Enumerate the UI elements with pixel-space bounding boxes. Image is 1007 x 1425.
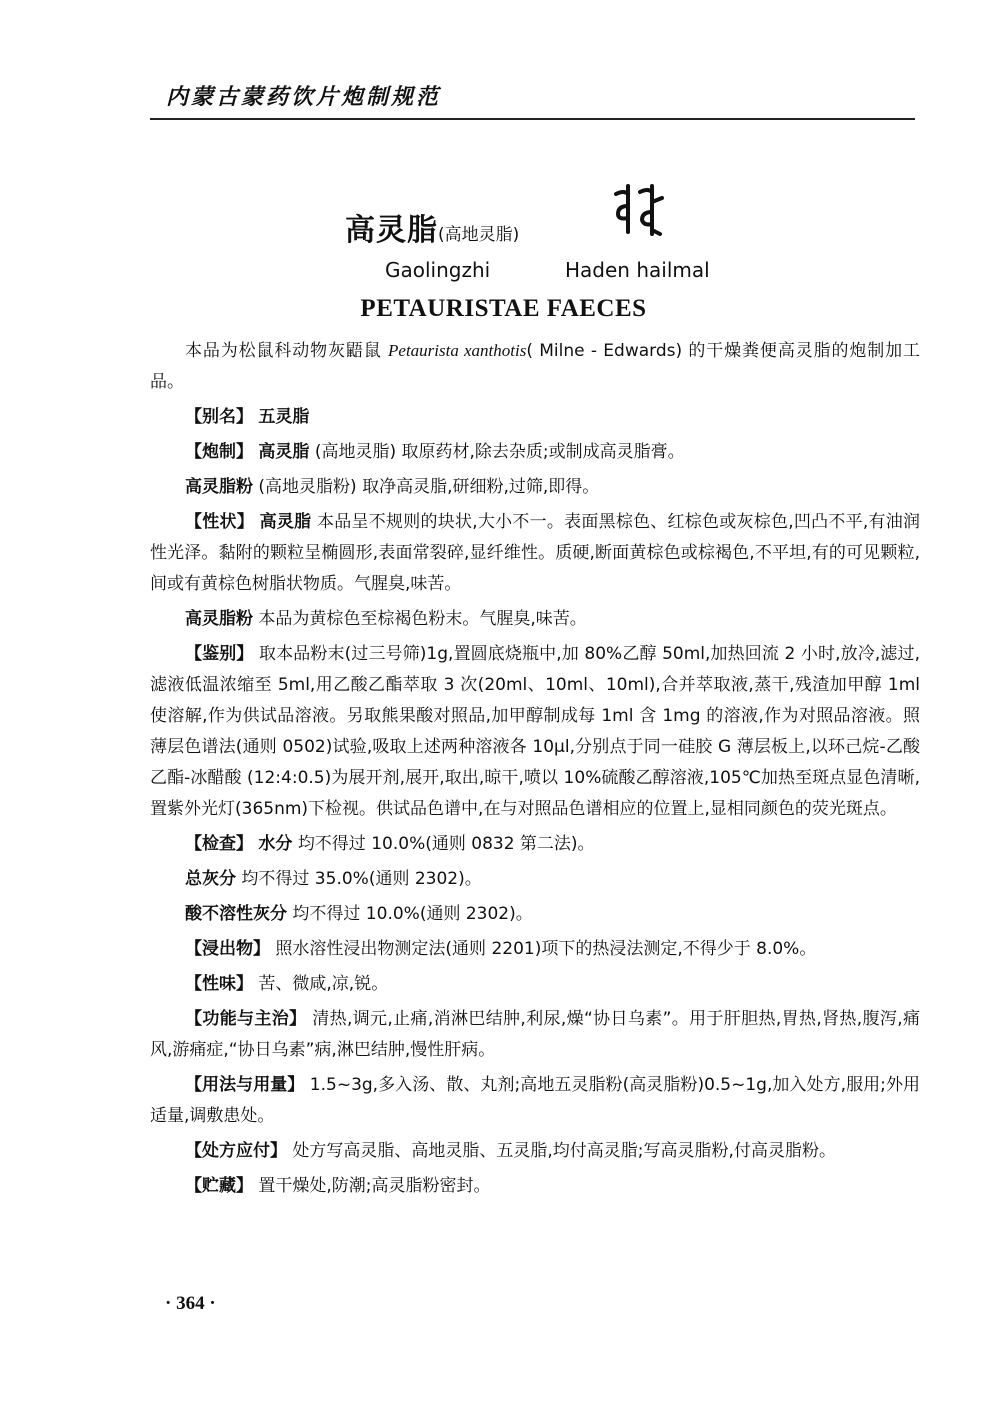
- section-text: 1.5~3g,多入汤、散、丸剂;高地五灵脂粉(高灵脂粉)0.5~1g,加入处方,服用;外用适量,调敷患处。: [150, 1075, 920, 1126]
- section-text: 取本品粉末(过三号筛)1g,置圆底烧瓶中,加 80%乙醇 50ml,加热回流 2 小时,放冷,滤过,滤液低温浓缩至 5ml,用乙酸乙酯萃取 3 次(20ml、10ml、10ml),合并萃取液,蒸干,残渣加甲醇 1ml 使溶解,作为供试品溶液。另取熊果酸对照品,加甲醇制成每 1ml 含 1mg 的溶液,作为对照品溶液。照薄层色谱法(通则 0502)试验,吸取上述两种溶液各 10μl,分别点于同一硅胶 G 薄层板上,以环己烷-乙酸乙酯-冰醋酸 (12:4:0.5)为展开剂,展开,取出,晾干,喷以 10%硫酸乙醇溶液,105℃加热至斑点显色清晰,置紫外光灯(365nm)下检视。供试品色谱中,在与对照品色谱相应的位置上,显相同颜色的荧光斑点。: [150, 644, 920, 819]
- section-text: 处方写高灵脂、高地灵脂、五灵脂,均付高灵脂;写高灵脂粉,付高灵脂粉。: [292, 1141, 836, 1161]
- section-label: 【炮制】: [185, 442, 253, 462]
- mongolian-script-title: [610, 182, 668, 238]
- intro-text-before: 本品为松鼠科动物灰鼯鼠: [185, 341, 389, 361]
- item-text: 本品为黄棕色至棕褐色粉末。气腥臭,味苦。: [258, 609, 587, 629]
- item-name: 高灵脂: [259, 512, 312, 532]
- prescription-section: [150, 1136, 920, 1167]
- section-label: 【别名】: [185, 407, 253, 427]
- function-section: [150, 1004, 920, 1066]
- title-alias: (高地灵脂): [438, 225, 520, 245]
- character-section: [150, 507, 920, 600]
- item-name: 高灵脂粉: [185, 609, 253, 629]
- identification-section: [150, 639, 920, 825]
- inspection-item-2: [150, 864, 920, 895]
- item-name: 总灰分: [185, 869, 236, 889]
- page-title: 高灵脂: [345, 213, 438, 248]
- alias-value: 五灵脂: [258, 407, 310, 427]
- item-name: 酸不溶性灰分: [185, 904, 287, 924]
- processing-section: [150, 437, 920, 468]
- item-text: (高地灵脂) 取原药材,除去杂质;或制成高灵脂膏。: [314, 442, 685, 462]
- section-label: 【功能与主治】: [185, 1009, 307, 1029]
- intro-paragraph: [150, 335, 920, 398]
- section-text: 苦、微咸,凉,锐。: [258, 974, 389, 994]
- item-name: 高灵脂: [258, 442, 310, 462]
- intro-text-after: ( Milne - Edwards) 的干燥粪便高灵脂的炮制加工品。: [150, 341, 920, 392]
- header-rule: [150, 118, 915, 120]
- item-text: 本品呈不规则的块状,大小不一。表面黑棕色、红棕色或灰棕色,凹凸不平,有油润性光泽。黏附的颗粒呈椭圆形,表面常裂碎,显纤维性。质硬,断面黄棕色或棕褐色,不平坦,有的可见颗粒,间或有黄棕色树脂状物质。气腥臭,味苦。: [150, 512, 921, 594]
- species-name: Petaurista xanthotis: [388, 341, 527, 360]
- section-label: 【处方应付】: [185, 1141, 287, 1161]
- item-text: (高地灵脂粉) 取净高灵脂,研细粉,过筛,即得。: [258, 477, 600, 497]
- storage-section: [150, 1171, 920, 1202]
- item-name: 水分: [258, 834, 293, 854]
- section-text: 清热,调元,止痛,消淋巴结肿,利尿,燥“协日乌素”。用于肝胆热,胃热,肾热,腹泻,痛风,游痛症,“协日乌素”病,淋巴结肿,慢性肝病。: [150, 1009, 921, 1060]
- section-label: 【鉴别】: [185, 644, 254, 664]
- processing-item-2: [150, 472, 920, 503]
- section-text: 置干燥处,防潮;高灵脂粉密封。: [258, 1176, 491, 1196]
- section-label: 【贮藏】: [185, 1176, 253, 1196]
- pinyin-name: Gaolingzhi: [385, 258, 491, 282]
- latin-name: PETAURISTAE FAECES: [360, 295, 647, 322]
- usage-section: [150, 1070, 920, 1132]
- monograph-body: [150, 335, 920, 1206]
- mongolian-latin-name: Haden hailmal: [565, 258, 710, 282]
- character-item-2: [150, 604, 920, 635]
- section-label: 【性状】: [185, 512, 254, 532]
- page-number: · 364 ·: [165, 1293, 216, 1314]
- section-label: 【浸出物】: [185, 939, 270, 959]
- inspection-section: [150, 829, 920, 860]
- section-text: 照水溶性浸出物测定法(通则 2201)项下的热浸法测定,不得少于 8.0%。: [275, 939, 817, 959]
- item-text: 均不得过 35.0%(通则 2302)。: [241, 869, 482, 889]
- section-label: 【性味】: [185, 974, 253, 994]
- alias-section: [150, 402, 920, 433]
- taste-section: [150, 969, 920, 1000]
- item-text: 均不得过 10.0%(通则 2302)。: [292, 904, 533, 924]
- inspection-item-3: [150, 899, 920, 930]
- item-text: 均不得过 10.0%(通则 0832 第二法)。: [297, 834, 595, 854]
- extract-section: [150, 934, 920, 965]
- section-label: 【用法与用量】: [185, 1075, 305, 1095]
- item-name: 高灵脂粉: [185, 477, 253, 497]
- running-head: 内蒙古蒙药饮片炮制规范: [166, 85, 442, 110]
- title-row: [345, 205, 519, 249]
- section-label: 【检查】: [185, 834, 253, 854]
